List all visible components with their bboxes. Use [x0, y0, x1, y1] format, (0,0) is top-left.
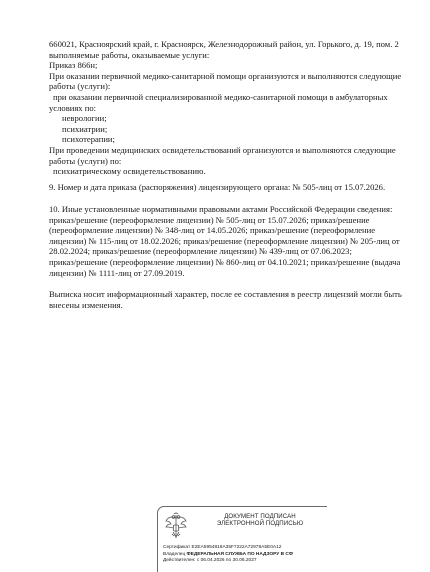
owner-value: ФЕДЕРАЛЬНАЯ СЛУЖБА ПО НАДЗОРУ В СФ — [186, 551, 293, 557]
section-10-line: лицензии) № 115-лиц от 18.02.2026; приказ/решение (переоформление лицензии) № 205-лиц от — [49, 235, 400, 246]
stamp-title-line: ДОКУМЕНТ ПОДПИСАН — [224, 513, 296, 520]
validity-row: Действителен: с 06.04.2026 по 30.06.2027 — [163, 558, 257, 564]
medical-exam-intro: При проведении медицинских освидетельствований организуются и выполняются следующие — [49, 144, 396, 155]
medical-exam-intro-cont: работы (услуги) по: — [49, 155, 122, 166]
section-10 — [49, 204, 401, 278]
specialized-care-line: при оказании первичной специализированной медико-санитарной помощи в амбулаторных — [53, 91, 388, 102]
russian-coat-of-arms-icon — [164, 512, 188, 540]
stamp-title-line: ЭЛЕКТРОННОЙ ПОДПИСЬЮ — [216, 520, 304, 528]
electronic-signature-stamp — [157, 506, 327, 572]
certificate-label: Сертификат — [163, 545, 191, 550]
section-10-line: лицензии) № 1111-лиц от 27.09.2019. — [49, 267, 185, 278]
stamp-details — [163, 545, 327, 565]
notice-line: Выписка носит информационный характер, после ее составления в реестр лицензий могли быть — [49, 289, 402, 299]
certificate-value: E2EA5954818A35F7222A72978A5E0A12 — [191, 545, 282, 550]
section-10-line: (переоформление лицензии) № 348-лиц от 14.05.2026; приказ/решение (переоформление — [49, 225, 376, 236]
service-psychotherapy: психотерапии; — [62, 134, 115, 145]
stamp-title — [194, 513, 326, 528]
section-10-line: приказ/решение (переоформление лицензии) № 860-лиц от 04.10.2021; приказ/решение (выдача — [49, 256, 401, 267]
order-number-line: 9. Номер и дата приказа (распоряжения) лицензирующего органа: № 505-лиц от 15.07.2026. — [49, 182, 386, 192]
owner-label: Владелец — [163, 551, 186, 557]
address-block — [49, 39, 402, 177]
notice-block — [49, 289, 402, 310]
order-line: Приказ 866н; — [49, 60, 98, 71]
primary-care-intro: При оказании первичной медико-санитарной помощи организуются и выполняются следующие — [49, 70, 402, 81]
certificate-row — [163, 545, 327, 552]
section-10-line: 10. Иные установленные нормативными правовыми актами Российской Федерации сведения: — [49, 204, 393, 214]
address-line: 660021, Красноярский край, г. Красноярск, Железнодорожный район, ул. Горького, д. 19, пом. 2 — [49, 39, 399, 49]
works-heading: выполняемые работы, оказываемые услуги: — [49, 49, 210, 60]
service-psychiatric-exam: психиатрическому освидетельствованию. — [53, 166, 206, 177]
specialized-care-line-cont: условиях по: — [49, 102, 97, 113]
primary-care-intro-cont: работы (услуги): — [49, 81, 111, 92]
section-10-line: приказ/решение (переоформление лицензии) № 505-лиц от 15.07.2026; приказ/решение — [49, 214, 370, 225]
section-9 — [49, 182, 394, 193]
section-10-line: 28.02.2024; приказ/решение (переоформление лицензии) № 439-лиц от 07.06.2023; — [49, 246, 352, 257]
service-psychiatry: психиатрии; — [62, 123, 108, 134]
notice-line: внесены изменения. — [49, 299, 123, 310]
service-neurology: неврологии; — [62, 113, 107, 124]
